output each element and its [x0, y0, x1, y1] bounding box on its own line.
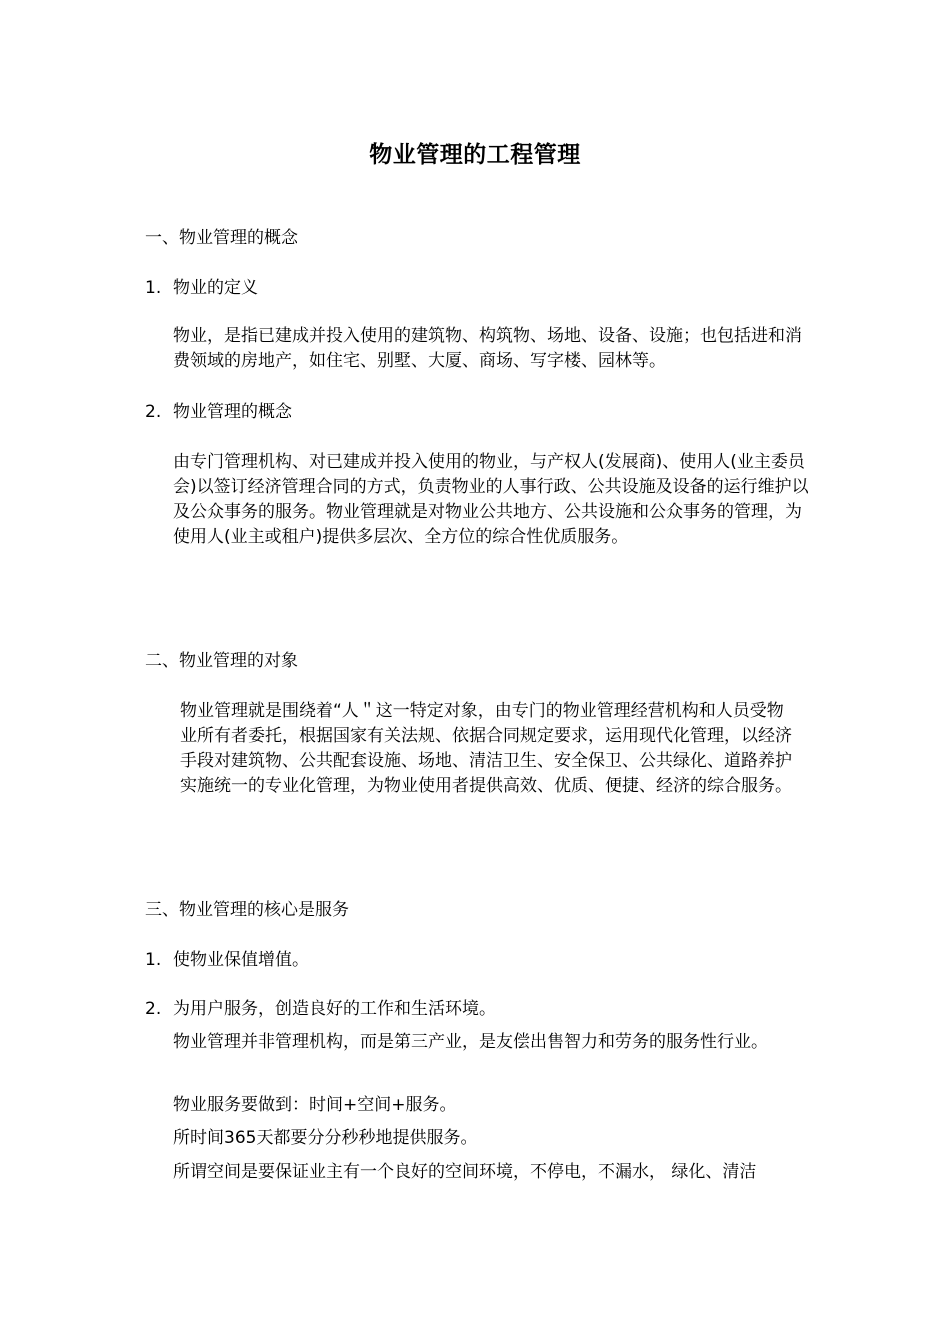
paragraph: 所谓空间是要保证业主有一个良好的空间环境，不停电，不漏水， 绿化、清洁	[173, 1162, 757, 1182]
paragraph: 物业管理就是围绕着“人＂这一特定对象，由专门的物业管理经营机构和人员受物业所有者委托，根据国家有关法规、依据合同规定要求，运用现代化管理，以经济手段对建筑物、公共配套设施、场地、清洁卫生、安全保卫、公共绿化、道路养护实施统一的专业化管理，为物业使用者提供高效、优质、便捷、经济的综合服务。	[180, 701, 792, 796]
numbered-item	[145, 948, 309, 973]
paragraph: 物业管理并非管理机构，而是第三产业，是友偿出售智力和劳务的服务性行业。	[173, 1032, 768, 1052]
paragraph: 物业服务要做到：时间+空间+服务。	[173, 1095, 457, 1115]
document-title: 物业管理的工程管理	[369, 142, 581, 168]
item-label: 物业的定义	[173, 278, 258, 298]
paragraph: 由专门管理机构、对已建成并投入使用的物业，与产权人(发展商)、使用人(业主委员会)以签订经济管理合同的方式，负责物业的人事行政、公共设施及设备的运行维护以及公众事务的服务。物业管理就是对物业公共地方、公共设施和公众事务的管理，为使用人(业主或租户)提供多层次、全方位的综合性优质服务。	[173, 452, 809, 547]
item-number: 2.	[145, 402, 162, 422]
paragraph: 物业，是指已建成并投入使用的建筑物、构筑物、场地、设备、设施；也包括进和消费领域的房地产，如住宅、别墅、大厦、商场、写字楼、园林等。	[173, 326, 802, 371]
numbered-item	[145, 997, 496, 1022]
numbered-item	[145, 400, 292, 425]
item-number: 1.	[145, 278, 162, 298]
section-heading-1: 一、物业管理的概念	[145, 228, 298, 248]
item-number: 2.	[145, 999, 162, 1019]
item-label: 物业管理的概念	[173, 402, 292, 422]
item-label: 使物业保值增值。	[173, 950, 309, 970]
numbered-item	[145, 276, 258, 301]
item-label: 为用户服务，创造良好的工作和生活环境。	[173, 999, 496, 1019]
section-heading-3: 三、物业管理的核心是服务	[145, 900, 349, 920]
item-number: 1.	[145, 950, 162, 970]
paragraph: 所时间365天都要分分秒秒地提供服务。	[173, 1128, 478, 1148]
section-heading-2: 二、物业管理的对象	[145, 651, 298, 671]
